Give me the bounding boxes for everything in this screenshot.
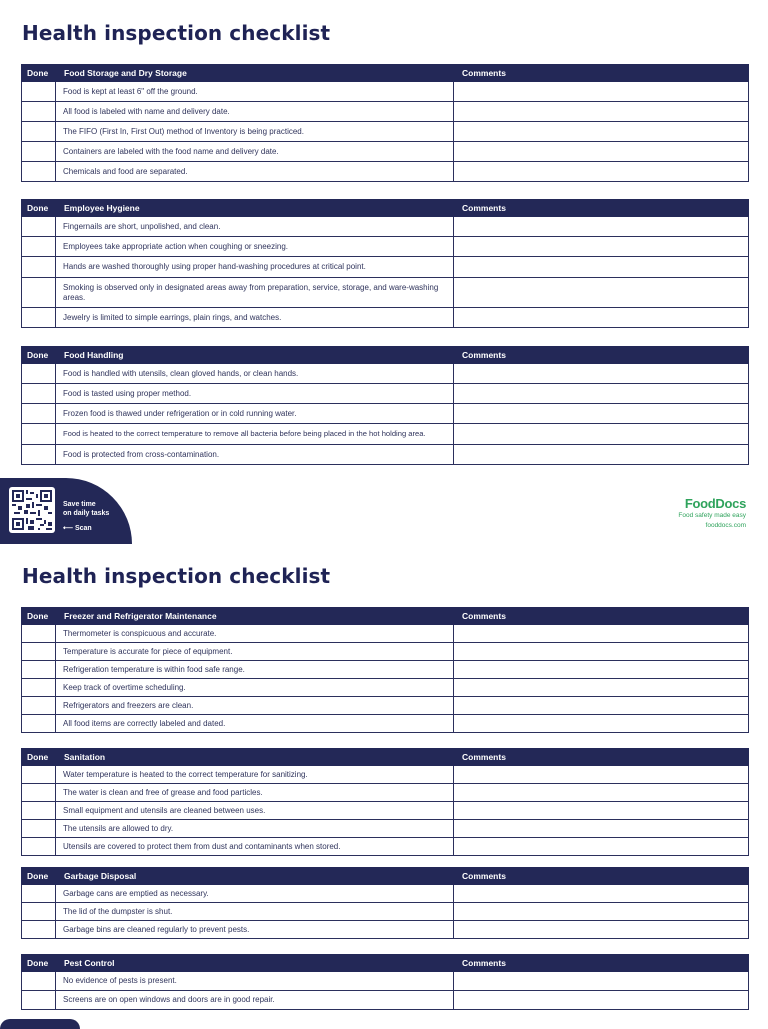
checklist-item: Frozen food is thawed under refrigeration or in cold running water. bbox=[56, 404, 454, 424]
comments-cell[interactable] bbox=[454, 921, 749, 939]
checklist-item: The FIFO (First In, First Out) method of Inventory is being practiced. bbox=[56, 122, 454, 142]
checklist-item: Refrigerators and freezers are clean. bbox=[56, 697, 454, 715]
checklist-item: Food is tasted using proper method. bbox=[56, 384, 454, 404]
checklist-item: Garbage cans are emptied as necessary. bbox=[56, 885, 454, 903]
checklist-item: Employees take appropriate action when coughing or sneezing. bbox=[56, 237, 454, 257]
table-header-row bbox=[22, 200, 749, 217]
comments-column-header: Comments bbox=[454, 749, 749, 766]
done-checkbox-cell[interactable] bbox=[22, 784, 56, 802]
done-checkbox-cell[interactable] bbox=[22, 217, 56, 237]
comments-cell[interactable] bbox=[454, 802, 749, 820]
comments-cell[interactable] bbox=[454, 838, 749, 856]
done-column-header: Done bbox=[22, 955, 56, 972]
comments-cell[interactable] bbox=[454, 820, 749, 838]
done-checkbox-cell[interactable] bbox=[22, 820, 56, 838]
done-checkbox-cell[interactable] bbox=[22, 625, 56, 643]
comments-cell[interactable] bbox=[454, 885, 749, 903]
scan-label: ⟵ Scan bbox=[63, 525, 92, 532]
brand-block bbox=[678, 496, 746, 531]
table-row bbox=[22, 625, 749, 643]
checklist-item: Containers are labeled with the food name and delivery date. bbox=[56, 142, 454, 162]
checklist-item: The utensils are allowed to dry. bbox=[56, 820, 454, 838]
table-row bbox=[22, 424, 749, 445]
table-row bbox=[22, 838, 749, 856]
table-row bbox=[22, 679, 749, 697]
table-row bbox=[22, 142, 749, 162]
comments-cell[interactable] bbox=[454, 972, 749, 991]
comments-column-header: Comments bbox=[454, 608, 749, 625]
checklist-section-garbage-disposal bbox=[21, 867, 749, 939]
done-checkbox-cell[interactable] bbox=[22, 384, 56, 404]
page-title: Health inspection checklist bbox=[22, 21, 331, 45]
comments-cell[interactable] bbox=[454, 237, 749, 257]
comments-cell[interactable] bbox=[454, 102, 749, 122]
done-checkbox-cell[interactable] bbox=[22, 237, 56, 257]
comments-cell[interactable] bbox=[454, 122, 749, 142]
brand-tagline: Food safety made easy bbox=[678, 512, 746, 519]
checklist-item: Fingernails are short, unpolished, and clean. bbox=[56, 217, 454, 237]
checklist-item: Small equipment and utensils are cleaned between uses. bbox=[56, 802, 454, 820]
comments-cell[interactable] bbox=[454, 715, 749, 733]
table-row bbox=[22, 122, 749, 142]
checklist-item: All food items are correctly labeled and dated. bbox=[56, 715, 454, 733]
checklist-item: Chemicals and food are separated. bbox=[56, 162, 454, 182]
table-row bbox=[22, 903, 749, 921]
done-checkbox-cell[interactable] bbox=[22, 364, 56, 384]
table-row bbox=[22, 237, 749, 257]
done-column-header: Done bbox=[22, 749, 56, 766]
done-checkbox-cell[interactable] bbox=[22, 921, 56, 939]
checklist-item: The water is clean and free of grease and food particles. bbox=[56, 784, 454, 802]
comments-column-header: Comments bbox=[454, 868, 749, 885]
checklist-section-sanitation bbox=[21, 748, 749, 856]
comments-cell[interactable] bbox=[454, 991, 749, 1010]
checklist-section-pest-control bbox=[21, 954, 749, 1010]
done-checkbox-cell[interactable] bbox=[22, 308, 56, 328]
done-checkbox-cell[interactable] bbox=[22, 838, 56, 856]
section-heading: Sanitation bbox=[56, 749, 454, 766]
done-checkbox-cell[interactable] bbox=[22, 278, 56, 308]
comments-column-header: Comments bbox=[454, 200, 749, 217]
table-row bbox=[22, 384, 749, 404]
done-checkbox-cell[interactable] bbox=[22, 715, 56, 733]
table-row bbox=[22, 766, 749, 784]
table-header-row bbox=[22, 749, 749, 766]
checklist-item: Refrigeration temperature is within food safe range. bbox=[56, 661, 454, 679]
done-checkbox-cell[interactable] bbox=[22, 82, 56, 102]
done-checkbox-cell[interactable] bbox=[22, 991, 56, 1010]
done-column-header: Done bbox=[22, 868, 56, 885]
checklist-item: Thermometer is conspicuous and accurate. bbox=[56, 625, 454, 643]
checklist-item: Food is protected from cross-contamination. bbox=[56, 445, 454, 465]
section-heading: Garbage Disposal bbox=[56, 868, 454, 885]
table-row bbox=[22, 697, 749, 715]
comments-cell[interactable] bbox=[454, 278, 749, 308]
checklist-item: Screens are on open windows and doors are in good repair. bbox=[56, 991, 454, 1010]
comments-cell[interactable] bbox=[454, 679, 749, 697]
comments-cell[interactable] bbox=[454, 404, 749, 424]
done-checkbox-cell[interactable] bbox=[22, 802, 56, 820]
table-row bbox=[22, 404, 749, 424]
checklist-item: Food is heated to the correct temperature to remove all bacteria before being placed in the hot holding area. bbox=[56, 424, 454, 445]
promo-text-line1: Save time bbox=[63, 501, 96, 508]
table-header-row bbox=[22, 955, 749, 972]
done-checkbox-cell[interactable] bbox=[22, 162, 56, 182]
section-heading: Food Storage and Dry Storage bbox=[56, 65, 454, 82]
table-header-row bbox=[22, 608, 749, 625]
done-checkbox-cell[interactable] bbox=[22, 424, 56, 445]
promo-banner[interactable] bbox=[0, 478, 132, 544]
brand-website-link[interactable]: fooddocs.com bbox=[705, 522, 746, 529]
done-checkbox-cell[interactable] bbox=[22, 122, 56, 142]
comments-column-header: Comments bbox=[454, 955, 749, 972]
done-checkbox-cell[interactable] bbox=[22, 445, 56, 465]
table-row bbox=[22, 445, 749, 465]
done-checkbox-cell[interactable] bbox=[22, 257, 56, 278]
promo-text-line2: on daily tasks bbox=[63, 510, 110, 517]
comments-cell[interactable] bbox=[454, 424, 749, 445]
section-heading: Freezer and Refrigerator Maintenance bbox=[56, 608, 454, 625]
checklist-section-employee-hygiene bbox=[21, 199, 749, 328]
done-checkbox-cell[interactable] bbox=[22, 643, 56, 661]
section-heading: Pest Control bbox=[56, 955, 454, 972]
table-row bbox=[22, 643, 749, 661]
next-page-banner-edge bbox=[0, 1019, 80, 1029]
comments-cell[interactable] bbox=[454, 697, 749, 715]
done-checkbox-cell[interactable] bbox=[22, 766, 56, 784]
table-row bbox=[22, 715, 749, 733]
table-row bbox=[22, 364, 749, 384]
comments-cell[interactable] bbox=[454, 661, 749, 679]
done-column-header: Done bbox=[22, 200, 56, 217]
checklist-item: Food is handled with utensils, clean gloved hands, or clean hands. bbox=[56, 364, 454, 384]
checklist-item: Garbage bins are cleaned regularly to prevent pests. bbox=[56, 921, 454, 939]
comments-cell[interactable] bbox=[454, 364, 749, 384]
done-column-header: Done bbox=[22, 608, 56, 625]
checklist-item: All food is labeled with name and delivery date. bbox=[56, 102, 454, 122]
done-column-header: Done bbox=[22, 347, 56, 364]
done-checkbox-cell[interactable] bbox=[22, 903, 56, 921]
table-row bbox=[22, 885, 749, 903]
table-row bbox=[22, 278, 749, 308]
section-heading: Food Handling bbox=[56, 347, 454, 364]
table-row bbox=[22, 991, 749, 1010]
comments-cell[interactable] bbox=[454, 308, 749, 328]
comments-cell[interactable] bbox=[454, 384, 749, 404]
comments-cell[interactable] bbox=[454, 217, 749, 237]
comments-cell[interactable] bbox=[454, 625, 749, 643]
done-checkbox-cell[interactable] bbox=[22, 102, 56, 122]
table-row bbox=[22, 82, 749, 102]
checklist-item: Keep track of overtime scheduling. bbox=[56, 679, 454, 697]
done-checkbox-cell[interactable] bbox=[22, 972, 56, 991]
table-header-row bbox=[22, 347, 749, 364]
comments-column-header: Comments bbox=[454, 65, 749, 82]
table-header-row bbox=[22, 868, 749, 885]
qr-code-icon[interactable] bbox=[9, 487, 55, 533]
comments-cell[interactable] bbox=[454, 257, 749, 278]
checklist-item: Smoking is observed only in designated areas away from preparation, service, storage, and ware-washing areas. bbox=[56, 278, 454, 308]
table-row bbox=[22, 217, 749, 237]
table-row bbox=[22, 820, 749, 838]
comments-cell[interactable] bbox=[454, 445, 749, 465]
checklist-item: No evidence of pests is present. bbox=[56, 972, 454, 991]
table-row bbox=[22, 921, 749, 939]
done-checkbox-cell[interactable] bbox=[22, 679, 56, 697]
table-row bbox=[22, 661, 749, 679]
comments-cell[interactable] bbox=[454, 142, 749, 162]
comments-column-header: Comments bbox=[454, 347, 749, 364]
table-row bbox=[22, 102, 749, 122]
done-column-header: Done bbox=[22, 65, 56, 82]
checklist-item: The lid of the dumpster is shut. bbox=[56, 903, 454, 921]
comments-cell[interactable] bbox=[454, 784, 749, 802]
done-checkbox-cell[interactable] bbox=[22, 697, 56, 715]
done-checkbox-cell[interactable] bbox=[22, 885, 56, 903]
page-title: Health inspection checklist bbox=[22, 564, 331, 588]
done-checkbox-cell[interactable] bbox=[22, 404, 56, 424]
done-checkbox-cell[interactable] bbox=[22, 142, 56, 162]
checklist-item: Jewelry is limited to simple earrings, plain rings, and watches. bbox=[56, 308, 454, 328]
table-row bbox=[22, 257, 749, 278]
section-heading: Employee Hygiene bbox=[56, 200, 454, 217]
checklist-item: Food is kept at least 6" off the ground. bbox=[56, 82, 454, 102]
comments-cell[interactable] bbox=[454, 766, 749, 784]
table-row bbox=[22, 972, 749, 991]
checklist-item: Hands are washed thoroughly using proper hand-washing procedures at critical point. bbox=[56, 257, 454, 278]
fooddocs-logo: FoodDocs bbox=[684, 496, 746, 511]
done-checkbox-cell[interactable] bbox=[22, 661, 56, 679]
table-header-row bbox=[22, 65, 749, 82]
checklist-item: Temperature is accurate for piece of equipment. bbox=[56, 643, 454, 661]
table-row bbox=[22, 802, 749, 820]
checklist-item: Utensils are covered to protect them from dust and contaminants when stored. bbox=[56, 838, 454, 856]
comments-cell[interactable] bbox=[454, 162, 749, 182]
checklist-item: Water temperature is heated to the correct temperature for sanitizing. bbox=[56, 766, 454, 784]
table-row bbox=[22, 784, 749, 802]
checklist-section-food-handling bbox=[21, 346, 749, 465]
comments-cell[interactable] bbox=[454, 643, 749, 661]
checklist-section-freezer-refrigerator bbox=[21, 607, 749, 733]
table-row bbox=[22, 162, 749, 182]
comments-cell[interactable] bbox=[454, 903, 749, 921]
table-row bbox=[22, 308, 749, 328]
comments-cell[interactable] bbox=[454, 82, 749, 102]
checklist-section-food-storage bbox=[21, 64, 749, 182]
